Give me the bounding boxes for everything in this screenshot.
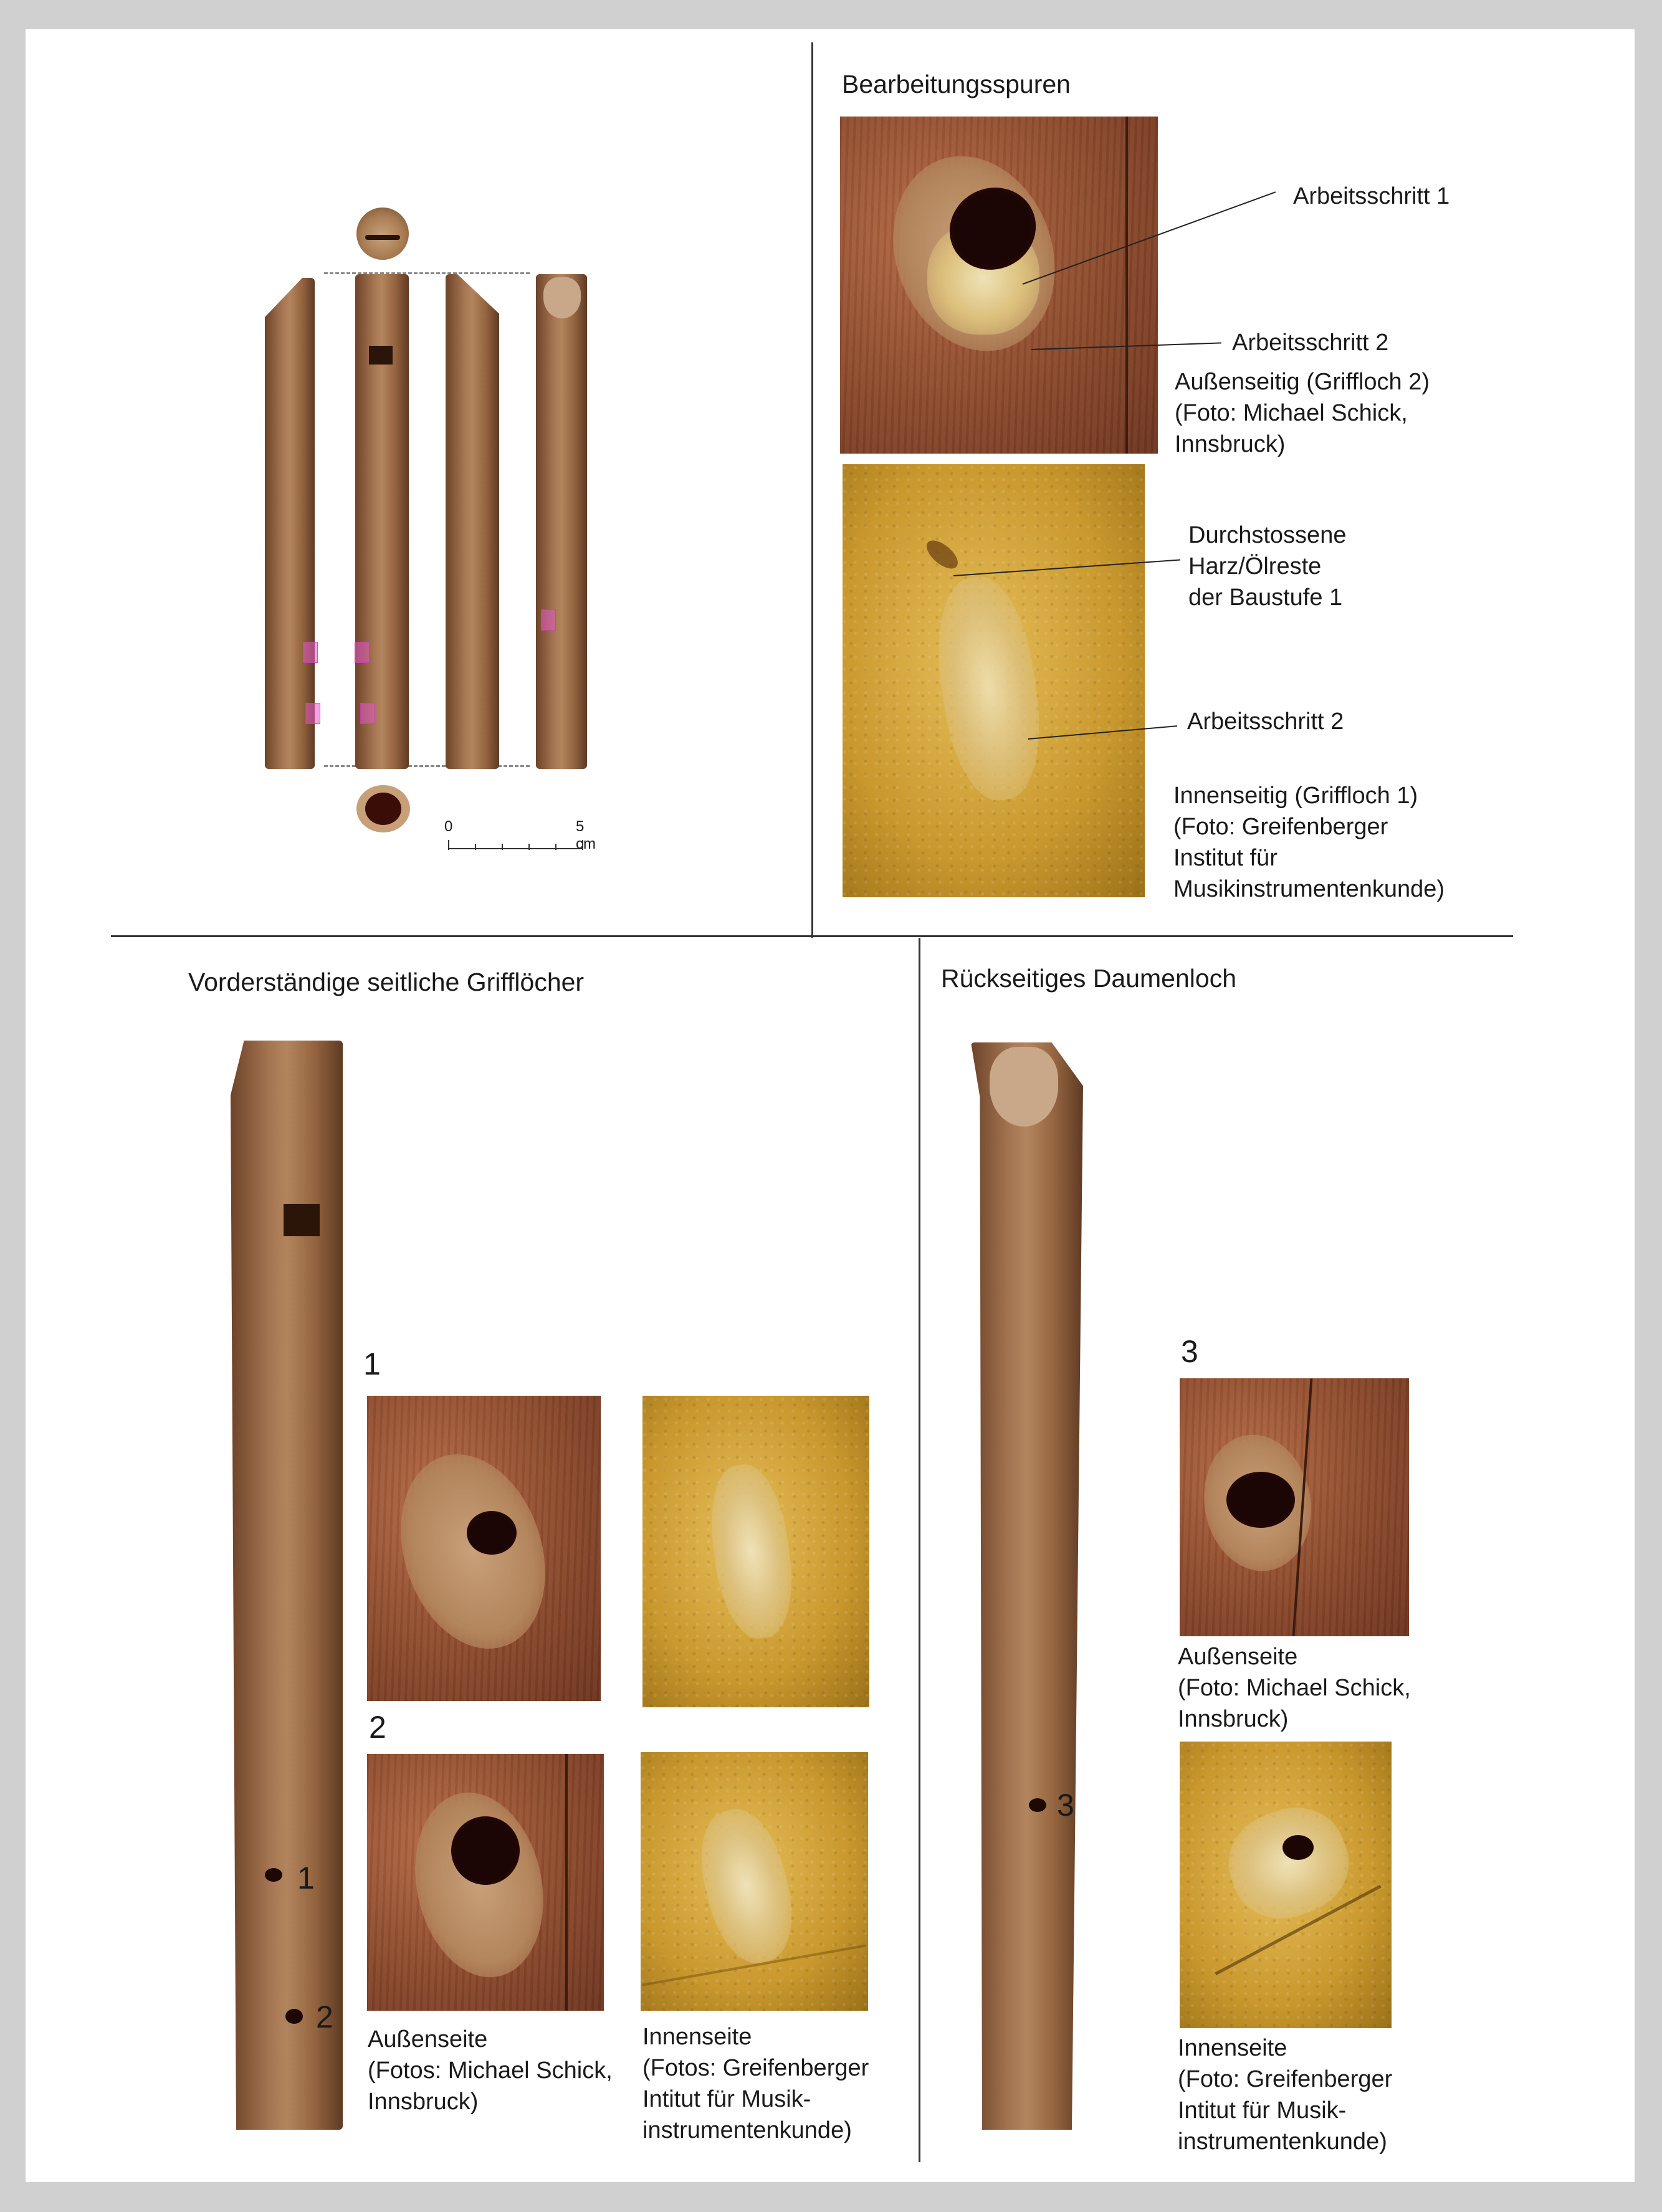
photo-outer-thumb-hole — [1180, 1378, 1409, 1636]
window-opening-large — [284, 1204, 320, 1236]
guide-line-top — [324, 272, 530, 274]
finger-hole-1 — [265, 1868, 282, 1882]
scale-label-start: 0 — [444, 818, 453, 835]
thumb-hole-label: 3 — [1057, 1788, 1074, 1823]
photo-inner-hole-2-small — [641, 1752, 868, 2011]
hole-marker — [305, 703, 320, 724]
photo-inner-hole-1-small — [642, 1396, 869, 1707]
caption-outer-hole-2: Außenseitig (Griffloch 2) (Foto: Michael Schick, Innsbruck) — [1175, 369, 1430, 457]
label-residue: Durchstossene Harz/Ölreste der Baustufe 1 — [1188, 522, 1347, 611]
section-title-bearbeitungsspuren: Bearbeitungsspuren — [842, 70, 1071, 98]
bottom-end-view — [356, 785, 410, 832]
finger-hole-2 — [285, 2009, 303, 2024]
caption-inner-bottom-right: Innenseite (Foto: Greifenberger Intitut für Musik- instrumentenkunde) — [1178, 2035, 1393, 2155]
photo-outer-hole-2-small — [367, 1754, 604, 2011]
hole-marker — [355, 642, 370, 663]
pair-label-1: 1 — [363, 1347, 381, 1381]
top-end-view — [356, 207, 409, 260]
caption-outer-bottom-right: Außenseite (Foto: Michael Schick, Innsbruck) — [1178, 1644, 1411, 1732]
divider-vertical-bottom — [919, 938, 920, 2162]
thumb-hole — [1029, 1798, 1046, 1812]
scale-bar — [448, 848, 583, 849]
divider-horizontal — [111, 935, 1513, 937]
beak-end-large — [990, 1047, 1058, 1127]
recorder-view-side-left — [265, 278, 315, 769]
caption-inner-bottom-left: Innenseite (Fotos: Greifenberger Intitut für Musik- instrumentenkunde) — [642, 2024, 869, 2143]
photo-inner-thumb-hole — [1180, 1742, 1392, 2028]
recorder-view-back — [536, 274, 587, 769]
caption-outer-bottom-left: Außenseite (Fotos: Michael Schick, Innsbruck) — [368, 2026, 613, 2115]
hole-marker — [360, 703, 375, 724]
recorder-view-side-right — [446, 274, 499, 769]
photo-inner-hole-1 — [843, 464, 1145, 897]
hole-label-2: 2 — [316, 2000, 333, 2034]
divider-vertical-top — [811, 42, 813, 938]
beak-end — [543, 277, 581, 318]
pair-label-3: 3 — [1181, 1334, 1198, 1369]
hole-marker — [541, 609, 556, 631]
section-title-thumb-hole: Rückseitiges Daumenloch — [941, 964, 1237, 993]
hole-label-1: 1 — [297, 1861, 315, 1895]
label-arbeitsschritt-1: Arbeitsschritt 1 — [1293, 183, 1450, 209]
photo-outer-hole-2 — [840, 117, 1158, 454]
label-arbeitsschritt-2-outer: Arbeitsschritt 2 — [1232, 330, 1389, 356]
recorder-back-large — [971, 1042, 1083, 2130]
section-title-front-holes: Vorderständige seitliche Grifflöcher — [188, 968, 585, 996]
photo-outer-hole-1 — [367, 1396, 601, 1701]
hole-marker — [303, 642, 318, 663]
pair-label-2: 2 — [369, 1710, 386, 1745]
window-opening — [369, 346, 393, 365]
scale-label-end: 5 cm — [576, 818, 596, 852]
caption-inner-hole-1: Innenseitig (Griffloch 1) (Foto: Greifenberger Institut für Musikinstrumentenkunde) — [1173, 783, 1445, 902]
label-arbeitsschritt-2-inner: Arbeitsschritt 2 — [1187, 708, 1344, 735]
